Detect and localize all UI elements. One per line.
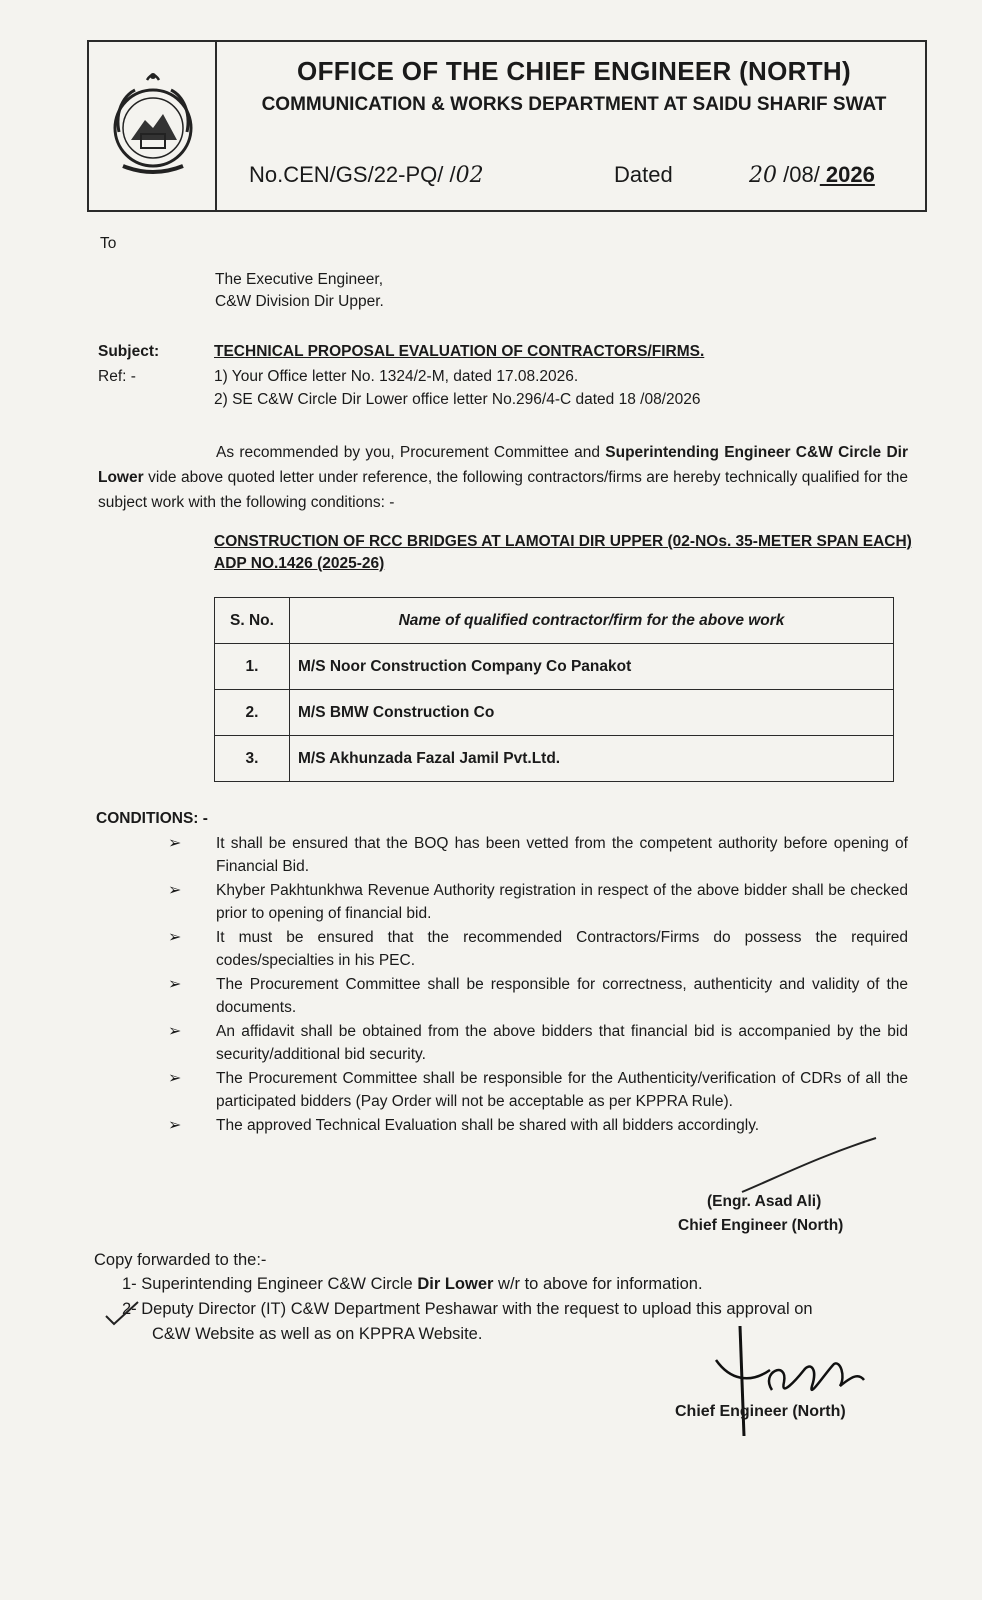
- date-year: 2026: [819, 162, 875, 187]
- column-header-name: Name of qualified contractor/firm for the above work: [290, 598, 894, 644]
- copy-item-2: [122, 1297, 813, 1322]
- table-cell-sno: 2.: [215, 690, 290, 736]
- table-row: [215, 690, 894, 736]
- table-header-row: [215, 598, 894, 644]
- copy-item-2-number: 2-: [122, 1300, 137, 1318]
- reference-1: 1) Your Office letter No. 1324/2-M, dated 17.08.2026.: [214, 368, 579, 385]
- signatory-title: Chief Engineer (North): [678, 1217, 844, 1234]
- government-emblem-icon: [101, 62, 205, 192]
- list-item: [168, 879, 908, 925]
- list-item: [168, 1020, 908, 1066]
- column-header-sno: S. No.: [215, 598, 290, 644]
- arrow-bullet-icon: ➢: [168, 976, 182, 993]
- condition-text: The Procurement Committee shall be responsible for the Authenticity/verification of CDRs of all the participated bidders (Pay Order will not be acceptable as per KPPRA Rule).: [216, 1070, 908, 1110]
- list-item: [168, 1114, 908, 1137]
- reference-number: [249, 162, 484, 188]
- body-text-2: vide above quoted letter under reference, the following contractors/firms are hereby technically qualified for the subject work with the following conditions: -: [98, 469, 908, 511]
- office-title: OFFICE OF THE CHIEF ENGINEER (NORTH): [297, 56, 851, 86]
- condition-text: Khyber Pakhtunkhwa Revenue Authority registration in respect of the above bidder shall be checked prior to opening of financial bid.: [216, 882, 908, 922]
- letter-date: [749, 162, 875, 188]
- list-item: [168, 1067, 908, 1113]
- signatory-name: (Engr. Asad Ali): [707, 1193, 822, 1210]
- subject-text: TECHNICAL PROPOSAL EVALUATION OF CONTRACTORS/FIRMS.: [214, 343, 705, 360]
- department-title: COMMUNICATION & WORKS DEPARTMENT AT SAIDU SHARIF SWAT: [261, 94, 887, 115]
- condition-text: It shall be ensured that the BOQ has been vetted from the competent authority before opening of Financial Bid.: [216, 835, 908, 875]
- copy-item-2-line1: Deputy Director (IT) C&W Department Peshawar with the request to upload this approval on: [141, 1300, 813, 1318]
- copy-item-1: [122, 1272, 703, 1297]
- condition-text: An affidavit shall be obtained from the above bidders that financial bid is accompanied by the bid security/additional bid security.: [216, 1023, 908, 1063]
- arrow-bullet-icon: ➢: [168, 929, 182, 946]
- condition-text: It must be ensured that the recommended Contractors/Firms do possess the required codes/specialties in his PEC.: [216, 929, 908, 969]
- to-label: To: [100, 235, 117, 252]
- addressee-line1: The Executive Engineer,: [215, 271, 384, 288]
- copy-item-1-bold: Dir Lower: [417, 1275, 494, 1293]
- body-text-1: As recommended by you, Procurement Committee and: [216, 444, 606, 461]
- date-month: /08/: [777, 162, 820, 187]
- reference-2: 2) SE C&W Circle Dir Lower office letter No.296/4-C dated 18 /08/2026: [214, 391, 701, 408]
- signature-stroke-icon: [740, 1136, 880, 1196]
- addressee-line2: C&W Division Dir Upper.: [215, 293, 384, 310]
- table-row: [215, 736, 894, 782]
- conditions-label: CONDITIONS: -: [96, 810, 208, 827]
- table-cell-firm: M/S Noor Construction Company Co Panakot: [290, 644, 894, 690]
- table-row: [215, 644, 894, 690]
- copy-item-1-text: Superintending Engineer C&W Circle: [141, 1275, 418, 1293]
- copy-label: Copy forwarded to the:-: [94, 1251, 267, 1269]
- reference-number-printed: No.CEN/GS/22-PQ/ /: [249, 162, 456, 187]
- letterhead: [87, 40, 927, 212]
- date-day: 20: [749, 163, 777, 188]
- conditions-list: [168, 832, 908, 1138]
- copy-item-2-line2: C&W Website as well as on KPPRA Website.: [152, 1325, 483, 1343]
- arrow-bullet-icon: ➢: [168, 1070, 182, 1087]
- tick-mark-icon: [104, 1300, 140, 1326]
- body-text-bold: Superintending Engineer C&W Circle Dir Lower: [98, 444, 908, 486]
- logo-cell: [89, 42, 217, 210]
- arrow-bullet-icon: ➢: [168, 835, 182, 852]
- table-cell-sno: 1.: [215, 644, 290, 690]
- list-item: [168, 832, 908, 878]
- body-paragraph: [98, 440, 908, 515]
- table-cell-firm: M/S Akhunzada Fazal Jamil Pvt.Ltd.: [290, 736, 894, 782]
- list-item: [168, 973, 908, 1019]
- dated-label: Dated: [614, 162, 673, 187]
- footer-signatory: Chief Engineer (North): [675, 1403, 846, 1420]
- copy-item-1-number: 1-: [122, 1275, 137, 1293]
- condition-text: The approved Technical Evaluation shall be shared with all bidders accordingly.: [216, 1117, 760, 1134]
- arrow-bullet-icon: ➢: [168, 1117, 182, 1134]
- work-title-line1: CONSTRUCTION OF RCC BRIDGES AT LAMOTAI DIR UPPER (02-NOs. 35-METER SPAN EACH): [214, 533, 912, 550]
- arrow-bullet-icon: ➢: [168, 1023, 182, 1040]
- subject-label: Subject:: [98, 343, 160, 360]
- arrow-bullet-icon: ➢: [168, 882, 182, 899]
- condition-text: The Procurement Committee shall be responsible for correctness, authenticity and validity of the documents.: [216, 976, 908, 1016]
- qualified-firms-table: [214, 597, 894, 782]
- reference-number-handwritten: 02: [455, 163, 484, 188]
- list-item: [168, 926, 908, 972]
- ref-label: Ref: -: [98, 368, 136, 385]
- table-cell-firm: M/S BMW Construction Co: [290, 690, 894, 736]
- copy-item-1-rest: w/r to above for information.: [493, 1275, 703, 1293]
- work-title-line2: ADP NO.1426 (2025-26): [214, 555, 385, 572]
- table-cell-sno: 3.: [215, 736, 290, 782]
